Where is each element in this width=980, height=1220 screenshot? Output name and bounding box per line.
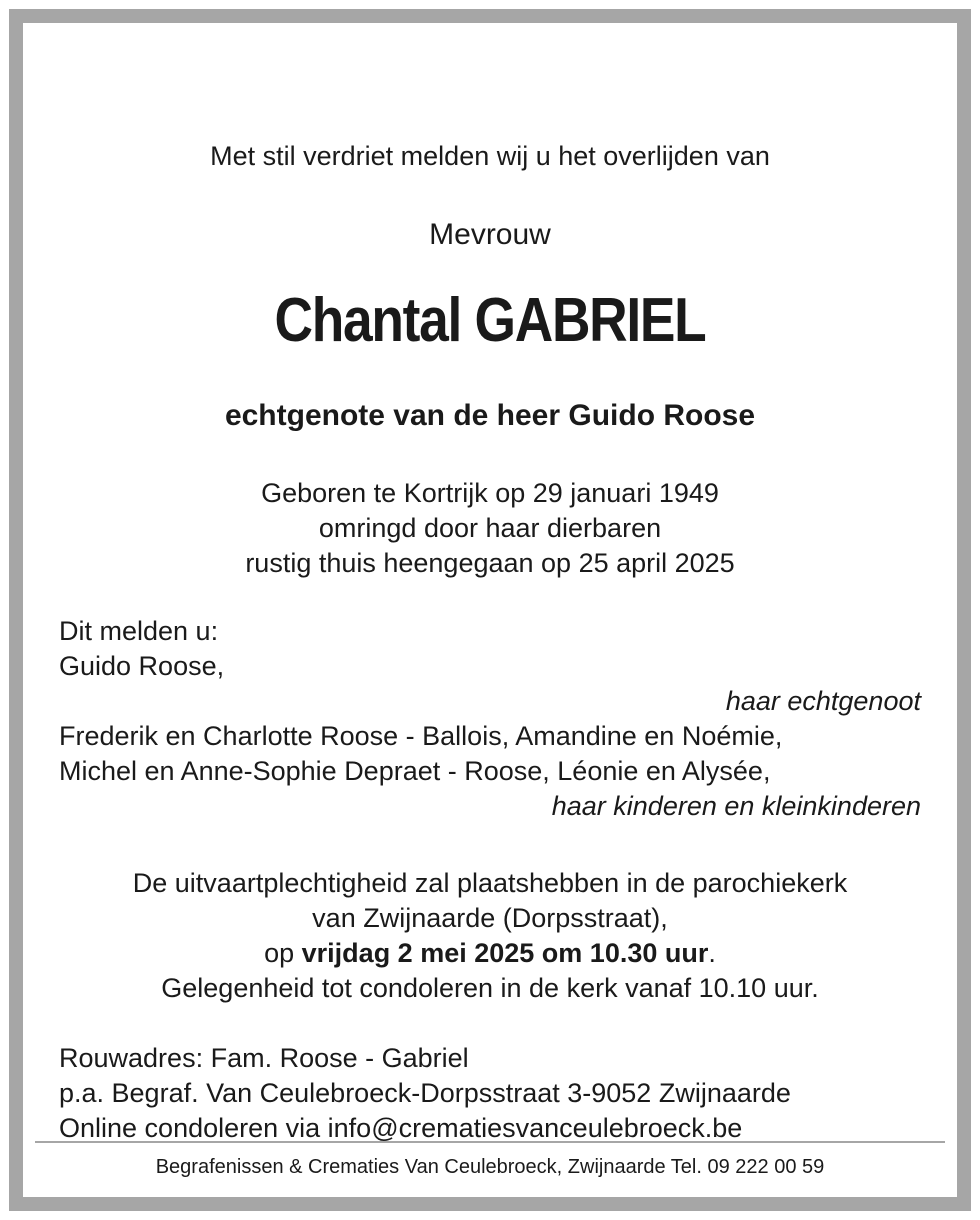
ceremony-line-2: van Zwijnaarde (Dorpsstraat),: [312, 903, 668, 933]
intro-text: Met stil verdriet melden wij u het overlijden van: [210, 141, 770, 171]
address-block: [59, 1041, 921, 1146]
notice-content: [23, 23, 957, 1197]
spouse-role: haar echtgenoot: [725, 686, 921, 716]
footer-text: Begrafenissen & Crematies Van Ceulebroeck, Zwijnaarde Tel. 09 222 00 59: [155, 1156, 825, 1178]
notice-frame: [9, 9, 971, 1211]
online-condolence: Online condoleren via info@crematiesvanceulebroeck.be: [59, 1113, 743, 1143]
announcers-block: [59, 614, 921, 824]
birth-line: Geboren te Kortrijk op 29 januari 1949: [261, 478, 719, 508]
announcer-spouse: Guido Roose,: [59, 651, 225, 681]
spouse-line: echtgenote van de heer Guido Roose: [224, 399, 756, 432]
life-details: [23, 476, 957, 581]
ceremony-block: [23, 866, 957, 1006]
deceased-name: Chantal GABRIEL: [274, 286, 706, 355]
ceremony-date-prefix: op: [264, 938, 302, 968]
children-line: Michel en Anne-Sophie Depraet - Roose, Léonie en Alysée,: [59, 756, 771, 786]
condolence-line: Gelegenheid tot condoleren in de kerk vanaf 10.10 uur.: [161, 973, 819, 1003]
mourning-address: Rouwadres: Fam. Roose - Gabriel: [59, 1043, 469, 1073]
children-role: haar kinderen en kleinkinderen: [551, 791, 921, 821]
ceremony-date-suffix: .: [708, 938, 716, 968]
announcers-heading: Dit melden u:: [59, 616, 219, 646]
children-line: Frederik en Charlotte Roose - Ballois, Amandine en Noémie,: [59, 721, 783, 751]
ceremony-line-1: De uitvaartplechtigheid zal plaatshebben in de parochiekerk: [132, 868, 848, 898]
ceremony-date-line: [23, 936, 957, 971]
death-line: rustig thuis heengegaan op 25 april 2025: [245, 548, 735, 578]
ceremony-date: vrijdag 2 mei 2025 om 10.30 uur: [301, 938, 709, 968]
care-of-address: p.a. Begraf. Van Ceulebroeck-Dorpsstraat 3-9052 Zwijnaarde: [59, 1078, 791, 1108]
footer-divider: [35, 1141, 945, 1143]
salutation: Mevrouw: [429, 218, 551, 251]
surrounded-line: omringd door haar dierbaren: [318, 513, 662, 543]
